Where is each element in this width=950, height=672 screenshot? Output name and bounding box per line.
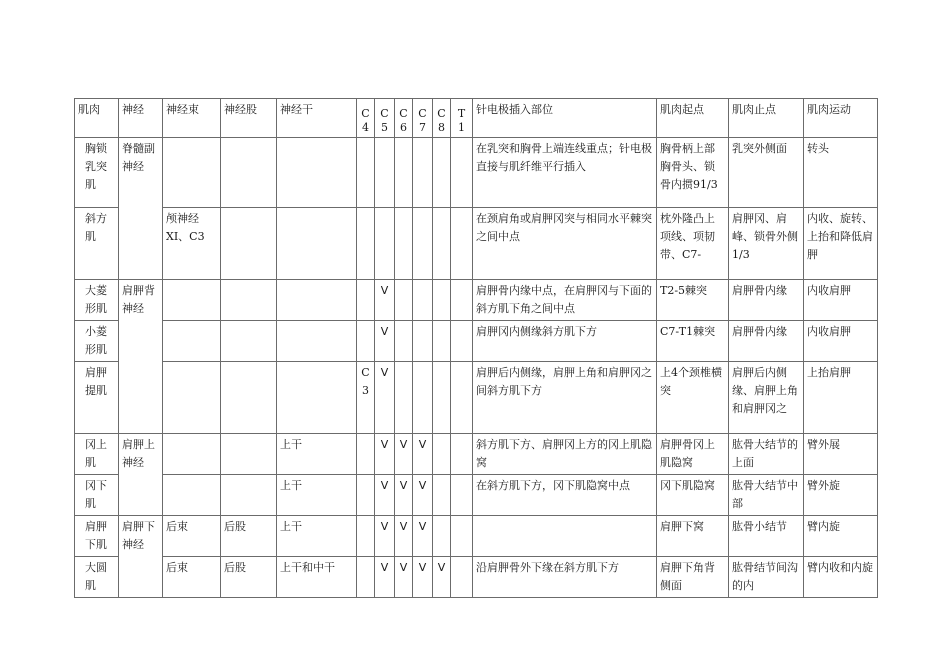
stop-cell: 肩胛骨内缘 [729,321,804,362]
level-t1-cell [451,434,473,475]
level-c5-cell: V [375,362,395,434]
insertion-cell: 在颈肩角或肩胛冈突与相同水平棘突之间中点 [473,208,657,280]
level-c8-cell [433,138,451,208]
trunk-cell: 上干 [277,475,357,516]
cord-cell [163,475,221,516]
level-c7-cell [413,362,433,434]
trunk-cell: 上干和中干 [277,557,357,598]
insertion-cell: 沿肩胛骨外下缘在斜方肌下方 [473,557,657,598]
cord-cell: 后束 [163,516,221,557]
cord-cell [163,138,221,208]
level-c8-cell [433,280,451,321]
level-c5-cell: V [375,434,395,475]
level-c7-cell: V [413,475,433,516]
nerve-cell-accessory: 脊髓副神经 [119,138,163,280]
header-insertion: 针电极插入部位 [473,99,657,138]
trunk-cell [277,362,357,434]
stop-cell: 肱骨结节间沟的内 [729,557,804,598]
motion-cell: 臂外旋 [804,475,878,516]
table-row [75,516,878,557]
origin-cell: C7-T1棘突 [657,321,729,362]
header-trunk: 神经干 [277,99,357,138]
level-c7-cell [413,321,433,362]
header-level-c8: C 8 [433,99,451,138]
level-t1-cell [451,557,473,598]
origin-cell: T2-5棘突 [657,280,729,321]
motion-cell: 臂内旋 [804,516,878,557]
level-c8-cell [433,516,451,557]
table-header-row [75,99,878,138]
division-cell [221,208,277,280]
level-c6-cell: V [395,557,413,598]
insertion-cell: 肩胛冈内侧缘斜方肌下方 [473,321,657,362]
muscle-cell: 冈下肌 [75,475,119,516]
level-c8-cell: V [433,557,451,598]
level-c7-cell [413,138,433,208]
level-t1-cell [451,138,473,208]
level-c4-cell [357,280,375,321]
nerve-cell-dorsal-scapular: 肩胛背神经 [119,280,163,434]
level-c4-cell [357,208,375,280]
level-c6-cell: V [395,516,413,557]
origin-cell: 枕外隆凸上项线、项韧带、C7- [657,208,729,280]
level-c6-cell [395,280,413,321]
level-c6-cell [395,321,413,362]
division-cell: 后股 [221,516,277,557]
header-level-c6: C 6 [395,99,413,138]
level-c5-cell: V [375,280,395,321]
header-level-t1: T 1 [451,99,473,138]
motion-cell: 上抬肩胛 [804,362,878,434]
level-c8-cell [433,208,451,280]
origin-cell: 肩胛下窝 [657,516,729,557]
trunk-cell: 上干 [277,516,357,557]
division-cell: 后股 [221,557,277,598]
header-level-c7: C 7 [413,99,433,138]
level-c7-cell [413,208,433,280]
cord-cell [163,280,221,321]
muscle-cell: 小菱形肌 [75,321,119,362]
muscle-cell: 大菱形肌 [75,280,119,321]
level-c4-cell [357,557,375,598]
motion-cell: 转头 [804,138,878,208]
cord-cell [163,321,221,362]
stop-cell: 乳突外侧面 [729,138,804,208]
header-cord: 神经束 [163,99,221,138]
level-c8-cell [433,321,451,362]
level-c5-cell: V [375,557,395,598]
insertion-cell: 肩胛后内侧缘，肩胛上角和肩胛冈之间斜方肌下方 [473,362,657,434]
motion-cell: 臂外展 [804,434,878,475]
level-t1-cell [451,208,473,280]
table-row [75,475,878,516]
level-c5-cell: V [375,516,395,557]
motion-cell: 内收肩胛 [804,280,878,321]
division-cell [221,321,277,362]
stop-cell: 肱骨大结节的上面 [729,434,804,475]
nerve-cell-suprascapular: 肩胛上神经 [119,434,163,516]
motion-cell: 臂内收和内旋 [804,557,878,598]
level-c8-cell [433,475,451,516]
header-stop: 肌肉止点 [729,99,804,138]
stop-cell: 肱骨小结节 [729,516,804,557]
origin-cell: 肩胛骨冈上肌隐窝 [657,434,729,475]
table-row [75,362,878,434]
motion-cell: 内收肩胛 [804,321,878,362]
level-t1-cell [451,362,473,434]
level-c4-cell [357,362,375,434]
level-c8-cell [433,434,451,475]
level-c3-label: C3 [361,366,370,397]
insertion-cell [473,516,657,557]
level-c5-cell: V [375,475,395,516]
level-c5-cell [375,208,395,280]
trunk-cell [277,138,357,208]
insertion-cell: 在乳突和胸骨上端连线重点；针电极直接与肌纤维平行插入 [473,138,657,208]
muscle-cell: 胸锁乳突肌 [75,138,119,208]
header-muscle: 肌肉 [75,99,119,138]
division-cell [221,434,277,475]
level-c4-cell [357,138,375,208]
muscle-cell: 斜方肌 [75,208,119,280]
trunk-cell: 上干 [277,434,357,475]
division-cell [221,138,277,208]
stop-cell: 肩胛骨内缘 [729,280,804,321]
division-cell [221,280,277,321]
table-row [75,321,878,362]
muscle-cell: 大圆肌 [75,557,119,598]
origin-cell: 上4个颈椎横突 [657,362,729,434]
header-origin: 肌肉起点 [657,99,729,138]
cord-cell [163,362,221,434]
muscle-cell: 肩胛下肌 [75,516,119,557]
insertion-cell: 在斜方肌下方，冈下肌隐窝中点 [473,475,657,516]
level-t1-cell [451,516,473,557]
insertion-cell: 斜方肌下方、肩胛冈上方的冈上肌隐窝 [473,434,657,475]
trunk-cell [277,321,357,362]
header-division: 神经股 [221,99,277,138]
level-c5-cell: V [375,321,395,362]
stop-cell: 肩胛后内侧缘、肩胛上角和肩胛冈之 [729,362,804,434]
level-c6-cell [395,362,413,434]
header-motion: 肌肉运动 [804,99,878,138]
insertion-cell: 肩胛骨内缘中点，在肩胛冈与下面的斜方肌下角之间中点 [473,280,657,321]
header-nerve: 神经 [119,99,163,138]
division-cell [221,475,277,516]
muscle-cell: 冈上肌 [75,434,119,475]
level-t1-cell [451,475,473,516]
level-c8-cell [433,362,451,434]
level-c6-cell [395,208,413,280]
origin-cell: 冈下肌隐窝 [657,475,729,516]
level-c7-cell: V [413,516,433,557]
level-c4-cell [357,434,375,475]
level-c6-cell [395,138,413,208]
level-c5-cell [375,138,395,208]
level-t1-cell [451,280,473,321]
division-cell [221,362,277,434]
cord-cell: 颅神经XI、C3 [163,208,221,280]
level-c4-cell [357,475,375,516]
table-row [75,434,878,475]
table-row [75,557,878,598]
origin-cell: 肩胛下角背侧面 [657,557,729,598]
level-c4-cell [357,516,375,557]
level-c7-cell: V [413,557,433,598]
trunk-cell [277,280,357,321]
cord-cell [163,434,221,475]
level-t1-cell [451,321,473,362]
origin-cell: 胸骨柄上部胸骨头、锁骨内掼91/3 [657,138,729,208]
level-c4-cell [357,321,375,362]
level-c6-cell: V [395,475,413,516]
muscle-cell: 肩胛提肌 [75,362,119,434]
stop-cell: 肩胛冈、肩峰、锁骨外侧1/3 [729,208,804,280]
level-c7-cell [413,280,433,321]
motion-cell: 内收、旋转、上抬和降低肩胛 [804,208,878,280]
nerve-cell-subscapular: 肩胛下神经 [119,516,163,598]
table-row [75,138,878,208]
muscle-nerve-table [74,98,878,598]
table-row [75,208,878,280]
trunk-cell [277,208,357,280]
stop-cell: 肱骨大结节中部 [729,475,804,516]
level-c7-cell: V [413,434,433,475]
level-c6-cell: V [395,434,413,475]
header-level-c5: C 5 [375,99,395,138]
cord-cell: 后束 [163,557,221,598]
table-row [75,280,878,321]
header-level-c4: C 4 [357,99,375,138]
